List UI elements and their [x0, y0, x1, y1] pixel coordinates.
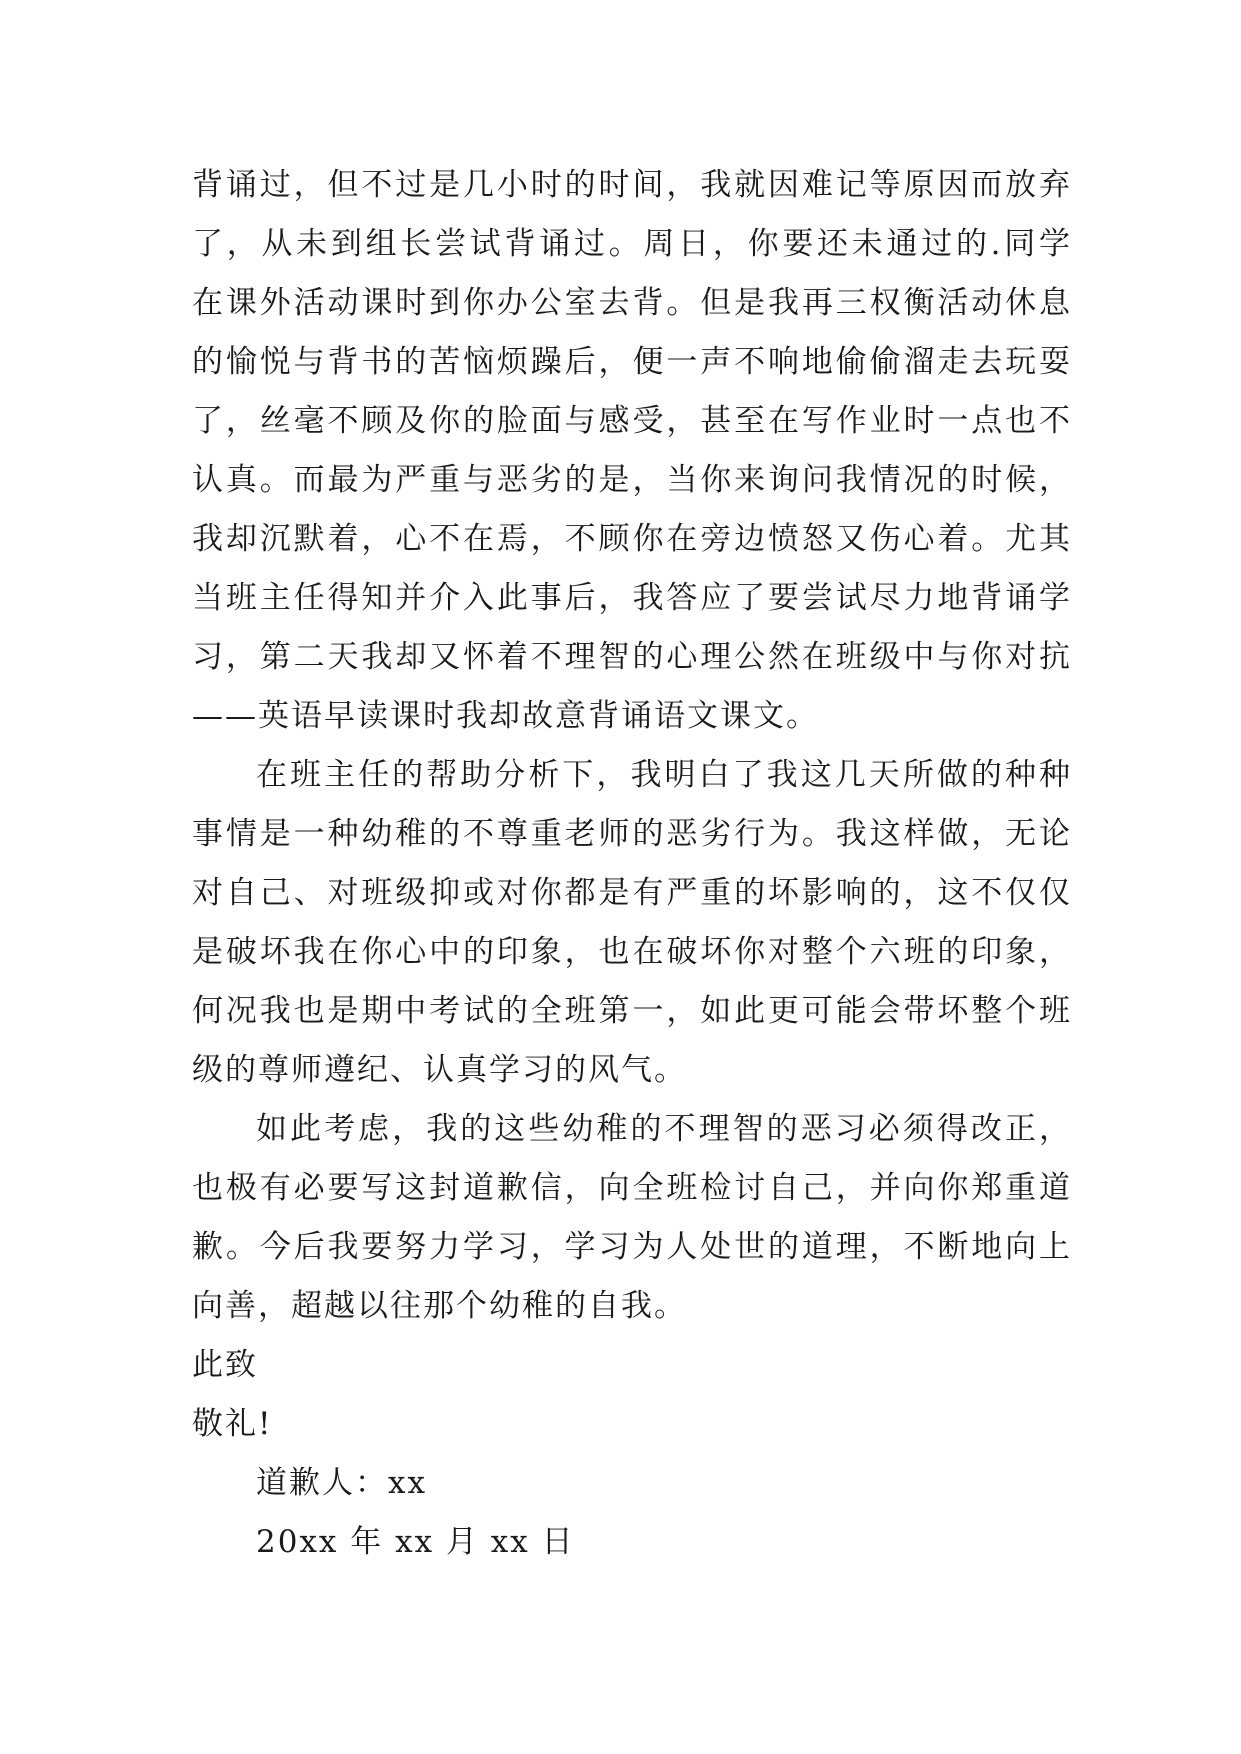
paragraph-line: 的愉悦与背书的苦恼烦躁后，便一声不响地偷偷溜走去玩耍 — [192, 344, 1072, 380]
paragraph-line: 级的尊师遵纪、认真学习的风气。 — [192, 1052, 687, 1088]
paragraph-line: 向善，超越以往那个幼稚的自我。 — [192, 1288, 687, 1324]
paragraph-line: 对自己、对班级抑或对你都是有严重的坏影响的，这不仅仅 — [192, 875, 1072, 911]
paragraph-line: ——英语早读课时我却故意背诵语文课文。 — [192, 698, 819, 734]
signature-date: 20xx 年 xx 月 xx 日 — [256, 1524, 575, 1560]
paragraph-line: 何况我也是期中考试的全班第一，如此更可能会带坏整个班 — [192, 993, 1072, 1029]
paragraph-line: 了，丝毫不顾及你的脸面与感受，甚至在写作业时一点也不 — [192, 403, 1072, 439]
paragraph-line: 认真。而最为严重与恶劣的是，当你来询问我情况的时候， — [192, 462, 1072, 498]
paragraph-line: 了，从未到组长尝试背诵过。周日，你要还未通过的.同学 — [192, 226, 1072, 262]
closing-salutation: 此致 — [192, 1347, 258, 1383]
paragraph-line: 当班主任得知并介入此事后，我答应了要尝试尽力地背诵学 — [192, 580, 1072, 616]
signature-author: 道歉人：xx — [256, 1465, 427, 1501]
paragraph-line: 在课外活动课时到你办公室去背。但是我再三权衡活动休息 — [192, 285, 1072, 321]
letter-body — [192, 156, 1072, 1572]
paragraph-line: 歉。今后我要努力学习，学习为人处世的道理，不断地向上 — [192, 1229, 1072, 1265]
paragraph-line: 习，第二天我却又怀着不理智的心理公然在班级中与你对抗 — [192, 639, 1072, 675]
paragraph-line: 在班主任的帮助分析下，我明白了我这几天所做的种种 — [256, 757, 1072, 793]
closing-regards: 敬礼! — [192, 1406, 273, 1442]
paragraph-line: 事情是一种幼稚的不尊重老师的恶劣行为。我这样做，无论 — [192, 816, 1072, 852]
paragraph-line: 我却沉默着，心不在焉，不顾你在旁边愤怒又伤心着。尤其 — [192, 521, 1072, 557]
paragraph-line: 如此考虑，我的这些幼稚的不理智的恶习必须得改正， — [256, 1111, 1072, 1147]
paragraph-line: 是破坏我在你心中的印象，也在破坏你对整个六班的印象， — [192, 934, 1072, 970]
paragraph-line: 也极有必要写这封道歉信，向全班检讨自己，并向你郑重道 — [192, 1170, 1072, 1206]
paragraph-line: 背诵过，但不过是几小时的时间，我就因难记等原因而放弃 — [192, 167, 1072, 203]
